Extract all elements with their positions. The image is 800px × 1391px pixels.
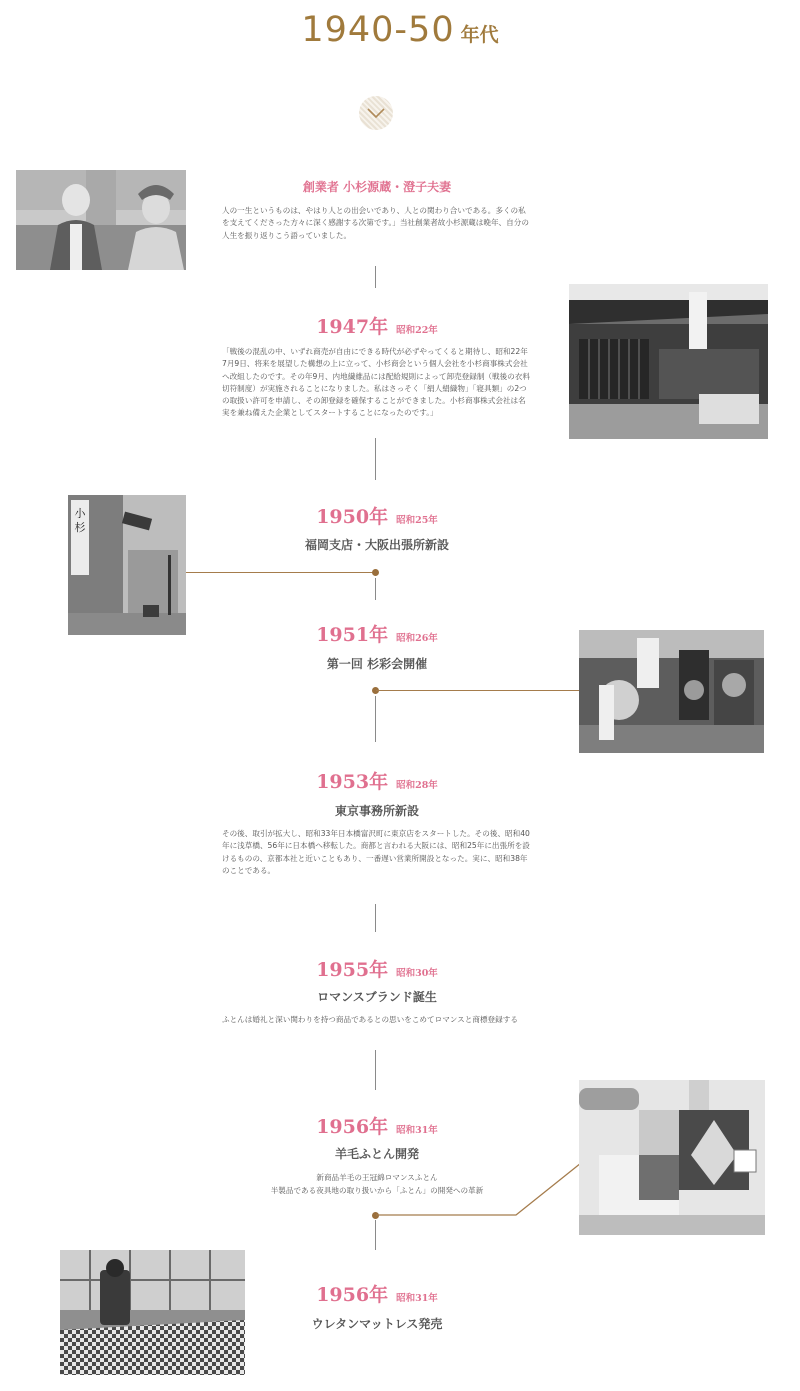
gengo-label: 昭和26年: [396, 633, 438, 644]
year-label: 1951年: [316, 624, 389, 646]
exhibition-photo-1951: [579, 630, 764, 753]
year-label: 1955年: [316, 959, 389, 981]
event-title-1956b: ウレタンマットレス発売: [311, 1317, 443, 1331]
gengo-label: 昭和30年: [396, 968, 438, 979]
year-heading-1955: [222, 955, 532, 982]
mattress-photo-1956: [60, 1250, 245, 1375]
event-line-1956a-2: 半製品である夜具地の取り扱いから「ふとん」の開発への革新: [270, 1186, 484, 1195]
year-heading-1956a: [222, 1112, 532, 1139]
event-text-1955: ふとんは婚礼と深い関わりを持つ商品であるとの思いをこめてロマンスと商標登録する: [222, 1015, 518, 1024]
event-title-1955: ロマンスブランド誕生: [317, 990, 437, 1004]
timeline-connector: [186, 572, 376, 573]
year-heading-1956b: [222, 1280, 532, 1307]
era-number: 1940-50: [301, 10, 455, 50]
year-label: 1956年: [316, 1116, 389, 1138]
founders-block: [222, 178, 532, 242]
year-heading-1951: [222, 620, 532, 647]
shop-photo-1947: [569, 284, 768, 439]
founders-text: 人の一生というものは、やはり人との出会いであり、人との関わり合いである。多くの私を支えてくださった方々に深く感謝する次第です。」当社創業者故小杉源蔵は晩年、自分の人生を振り返りこう語っていました。: [222, 206, 529, 240]
timeline-line: [375, 438, 376, 480]
year-label: 1947年: [316, 316, 389, 338]
event-text-1953: その後、取引が拡大し、昭和33年日本橋富沢町に東京店をスタートした。その後、昭和40年に浅草橋、56年に日本橋へ移転した。商都と言われる大阪には、昭和25年に出張所を設けるものの、京都本社と近いこともあり、一番遅い営業所開設となった。実に、昭和38年のことである。: [222, 829, 530, 875]
futon-photo-1956: [579, 1080, 765, 1235]
gengo-label: 昭和25年: [396, 515, 438, 526]
shop-photo-1950: [68, 495, 186, 635]
year-heading-1953: [222, 767, 532, 794]
event-title-1950: 福岡支店・大阪出張所新設: [304, 538, 449, 552]
expand-toggle[interactable]: [359, 96, 393, 130]
event-title-1953: 東京事務所新設: [334, 804, 419, 818]
timeline-connector: [376, 690, 580, 691]
year-heading-1947: [222, 312, 532, 339]
event-line-1956a-1: 新商品羊毛の王冠綿ロマンスふとん: [316, 1173, 438, 1182]
timeline-line: [375, 266, 376, 288]
store-sign-char: 杉: [74, 521, 86, 534]
year-label: 1950年: [316, 506, 389, 528]
timeline-line: [375, 696, 376, 742]
timeline-line: [375, 578, 376, 600]
event-text-1947: 「戦後の混乱の中、いずれ商売が自由にできる時代が必ずやってくると期待し、昭和22年7月9日、将来を展望した構想の上に立って、小杉商会という個人会社を小杉商事株式会社へ改組したのです。その年9月、内地繊維品には配給規則によって卸売登録制（戦後の衣料切符制度）が実施されることになりました。私はさっそく「絹人絹織物」「寝具類」の2つの取扱い許可を申請し、その卸登録を確保することができました。小杉商事株式会社は名実を兼ね備えた企業としてスタートすることになったのです。」: [222, 347, 530, 418]
gengo-label: 昭和28年: [396, 780, 438, 791]
gengo-label: 昭和31年: [396, 1125, 438, 1136]
timeline-line: [375, 1220, 376, 1250]
timeline-line: [375, 1050, 376, 1090]
chevron-down-icon: [366, 107, 386, 119]
event-title-1951: 第一回 杉彩会開催: [326, 657, 428, 671]
era-title: [0, 10, 800, 50]
era-suffix: 年代: [460, 24, 499, 46]
gengo-label: 昭和31年: [396, 1293, 438, 1304]
year-label: 1956年: [316, 1284, 389, 1306]
timeline-connector: [376, 1160, 582, 1220]
event-title-1956a: 羊毛ふとん開発: [334, 1147, 419, 1161]
timeline-dot: [372, 569, 379, 576]
gengo-label: 昭和22年: [396, 325, 438, 336]
timeline-line: [375, 904, 376, 932]
founders-title: 創業者 小杉源蔵・澄子夫妻: [302, 180, 452, 194]
store-sign-char: 小: [74, 507, 86, 520]
founders-photo: [16, 170, 186, 270]
year-heading-1950: [222, 502, 532, 529]
year-label: 1953年: [316, 771, 389, 793]
